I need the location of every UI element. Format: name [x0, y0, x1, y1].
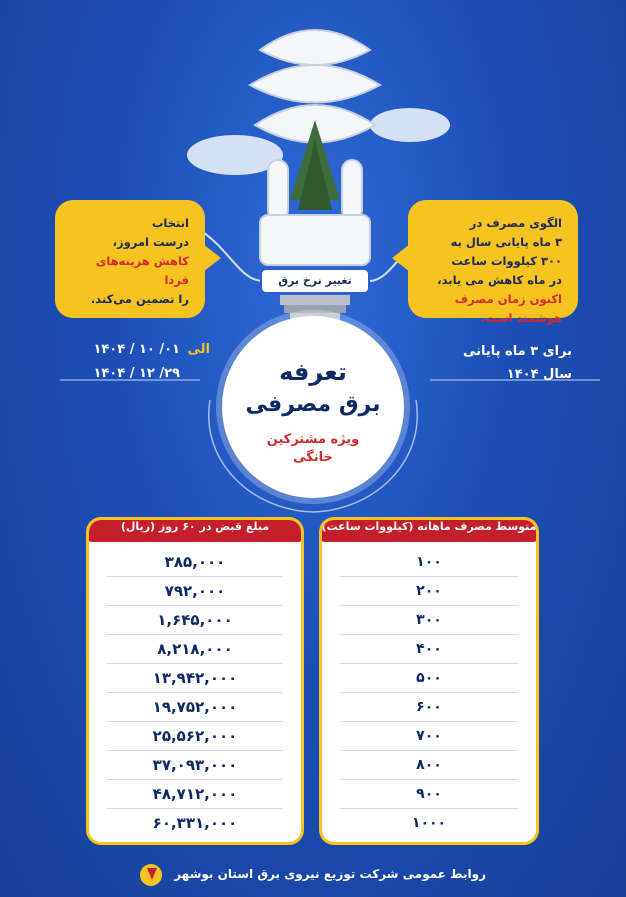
- bill-row: ۳۷,۰۹۳,۰۰۰: [107, 751, 283, 780]
- consumption-row: ۷۰۰: [340, 722, 518, 751]
- bill-list: [89, 548, 301, 842]
- date-to: ۱۴۰۴ / ۱۲ /۲۹: [93, 366, 180, 381]
- choice-line: انتخاب: [151, 216, 189, 230]
- bill-row: ۲۵,۵۶۲,۰۰۰: [107, 722, 283, 751]
- consumption-row: ۵۰۰: [340, 664, 518, 693]
- date-from: ۱۴۰۴ / ۱۰ /۰۱: [93, 342, 180, 357]
- bill-row: ۳۸۵,۰۰۰: [107, 548, 283, 577]
- card-tail: [203, 244, 221, 272]
- title-line-2: برق مصرفی: [245, 392, 381, 417]
- bill-row: ۱۹,۷۵۲,۰۰۰: [107, 693, 283, 722]
- consumption-column: [322, 520, 536, 842]
- notice-line: ۳۰۰ کیلووات ساعت: [451, 254, 562, 268]
- choice-notice-card: [55, 200, 205, 318]
- consumption-row: ۹۰۰: [340, 780, 518, 809]
- consumption-row: ۸۰۰: [340, 751, 518, 780]
- bill-header: مبلغ قبض در ۶۰ روز (ریال): [89, 520, 301, 542]
- subtitle-line-1: ویژه مشترکین: [266, 432, 360, 447]
- notice-line-red: هوشمند است.: [480, 311, 562, 325]
- period-info: [432, 340, 572, 390]
- bill-row: ۱۳,۹۴۲,۰۰۰: [107, 664, 283, 693]
- consumption-row: ۱۰۰۰: [411, 815, 447, 831]
- bill-row: ۷۹۲,۰۰۰: [107, 577, 283, 606]
- notice-line: الگوی مصرف در: [469, 216, 562, 230]
- consumption-row: ۱۰۰: [340, 548, 518, 577]
- consumption-list: [322, 548, 536, 842]
- consumption-notice-card: [408, 200, 578, 325]
- notice-line: ۳ ماه پایانی سال به: [450, 235, 562, 249]
- subtitle-line-2: خانگی: [293, 450, 333, 465]
- company-logo-icon: [140, 864, 162, 886]
- choice-line-red: کاهش هزینه‌های فردا: [95, 254, 189, 287]
- bill-row: ۸,۲۱۸,۰۰۰: [107, 635, 283, 664]
- notice-line: در ماه کاهش می یابد،: [437, 273, 562, 287]
- consumption-row: ۳۰۰: [340, 606, 518, 635]
- notice-line-red: اکنون زمان مصرف: [454, 292, 562, 306]
- footer: [0, 860, 626, 888]
- title-circle: [222, 316, 404, 498]
- consumption-header: متوسط مصرف ماهانه (کیلووات ساعت): [322, 520, 536, 542]
- choice-line: درست امروز،: [112, 235, 189, 249]
- card-tail: [392, 244, 410, 272]
- consumption-row: ۶۰۰: [340, 693, 518, 722]
- title-line-1: تعرفه: [279, 358, 347, 386]
- bill-column: [89, 520, 301, 842]
- bill-row: ۶۰,۳۳۱,۰۰۰: [152, 814, 238, 832]
- consumption-row: ۴۰۰: [340, 635, 518, 664]
- date-range: [60, 338, 210, 390]
- choice-line: را تضمین می‌کند.: [90, 292, 189, 306]
- bulb-tag: تغییر نرخ برق: [260, 268, 370, 294]
- bill-row: ۱,۶۴۵,۰۰۰: [107, 606, 283, 635]
- period-line: برای ۳ ماه پایانی: [462, 344, 572, 359]
- consumption-row: ۲۰۰: [340, 577, 518, 606]
- date-prefix: الی: [187, 342, 210, 357]
- footer-text: روابط عمومی شرکت توزیع نیروی برق استان بوشهر: [174, 867, 486, 881]
- bill-row: ۴۸,۷۱۲,۰۰۰: [107, 780, 283, 809]
- period-line: سال ۱۴۰۴: [506, 367, 572, 382]
